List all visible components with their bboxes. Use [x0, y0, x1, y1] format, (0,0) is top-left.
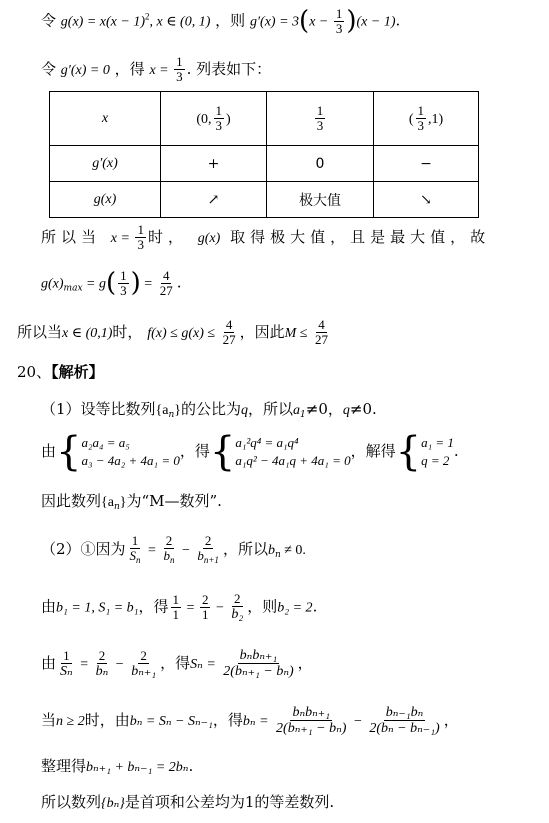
fraction: $\frac{1}{3}$	[120, 267, 127, 299]
section-heading	[17, 363, 104, 381]
math: , x ∈ (0, 1)	[149, 14, 211, 30]
text: 整理得	[41, 757, 87, 775]
fraction: $\frac{1}{S_n}$	[129, 533, 141, 566]
text: 时，	[147, 227, 188, 246]
text: .	[176, 273, 182, 292]
paren: (	[299, 6, 310, 36]
math: =	[140, 276, 156, 292]
table-cell: g′(x)	[50, 146, 161, 182]
text: ，解得	[350, 442, 396, 460]
text: ，则	[215, 11, 246, 30]
math: 1	[300, 410, 306, 420]
equation-system: a₁ = 1 q = 2	[421, 435, 454, 468]
text: 由	[41, 597, 57, 616]
fraction: $\frac{\text{bₙbₙ₊₁}}{\text{2(bₙ₊₁ − bₙ)}}$	[223, 648, 294, 680]
paragraph-3	[41, 492, 222, 513]
table-row	[50, 146, 479, 182]
text: 所以当	[41, 227, 102, 246]
text: 时，	[112, 322, 143, 341]
brace: {	[395, 429, 422, 475]
variation-table	[49, 91, 479, 218]
brace: {	[209, 429, 236, 475]
table-cell: g(x)	[50, 182, 161, 218]
math: {a	[101, 495, 114, 510]
text: .	[453, 442, 459, 460]
text: ，得	[212, 710, 243, 729]
math: = g	[82, 276, 106, 292]
equation-system: a₁²q⁴ = a₁q⁴ a₁q² − 4a₁q + 4a₁ = 0	[235, 435, 351, 468]
text: ，得	[160, 653, 191, 672]
text: .	[395, 11, 401, 30]
fraction: $\frac{2}{\text{b₂}}$	[231, 591, 244, 623]
fraction: $\frac{2}{\text{bₙ₊₁}}$	[131, 647, 157, 679]
paragraph-6	[41, 648, 313, 680]
fraction: $\frac{4}{27}$	[222, 317, 236, 348]
math: −	[212, 600, 228, 616]
math: x =	[110, 230, 134, 246]
table-cell: 0	[267, 146, 374, 182]
math: Sₙ =	[190, 656, 220, 672]
table-cell: x	[50, 92, 161, 146]
math: =	[144, 543, 160, 559]
equation-system: a₂a₄ = a₅ a₃ − 4a₂ + 4a₁ = 0	[81, 435, 180, 468]
fraction: $\frac{1}{1}$	[172, 591, 180, 622]
text: ，所以	[222, 540, 268, 559]
paragraph-2	[41, 429, 459, 475]
math: b	[267, 543, 275, 559]
text: 由	[41, 442, 57, 460]
math: −	[112, 656, 128, 672]
math: g′(x) = 3	[249, 14, 300, 30]
fraction: $\frac{4}{27}$	[159, 267, 173, 299]
text: ，	[297, 653, 313, 672]
math: ≠ 0.	[280, 543, 306, 559]
math: 2	[144, 11, 150, 22]
math: g(x)	[41, 276, 64, 292]
text: ，得	[138, 597, 169, 616]
math: x −	[309, 14, 332, 30]
math: n	[168, 410, 175, 420]
fraction: $\frac{1}{3}$	[137, 222, 144, 253]
math: −	[178, 543, 194, 559]
fraction: $\frac{1}{3}$	[176, 54, 183, 85]
fraction: $\frac{2}{b_{n+1}}$	[197, 533, 219, 566]
text: ，得	[114, 59, 145, 78]
text: .	[188, 757, 194, 775]
math: (x − 1)	[356, 14, 396, 30]
text: ≠0.	[349, 400, 377, 418]
text: 所以数列	[41, 793, 102, 811]
paren: )	[130, 268, 141, 298]
paragraph-7	[41, 705, 459, 737]
table-cell: ↗	[161, 182, 267, 218]
math: n	[113, 502, 120, 512]
text: 因此数列	[41, 492, 102, 510]
text: 当	[41, 710, 57, 729]
table-cell: (0, $\frac{1}{3}$ )	[161, 92, 267, 146]
text: 由	[41, 653, 57, 672]
fraction: $\frac{\text{bₙbₙ₊₁}}{\text{2(bₙ₊₁ − bₙ)}}$	[276, 705, 347, 737]
math: }	[119, 495, 127, 510]
math: M ≤	[284, 325, 311, 341]
table-cell: ↘	[374, 182, 479, 218]
text: ，所以	[248, 400, 294, 418]
line-3	[41, 223, 490, 253]
brace: {	[56, 429, 82, 475]
math: q	[241, 403, 249, 418]
table-row	[50, 92, 479, 146]
text: ，因此	[239, 322, 285, 341]
math: x ∈ (0,1)	[62, 325, 113, 341]
text: 取得极大值，且是最大值，故	[230, 227, 491, 246]
math: f(x) ≤ g(x) ≤	[147, 325, 219, 341]
line-1	[41, 6, 400, 37]
text: . 列表如下：	[186, 59, 272, 78]
table-cell: 极大值	[267, 182, 374, 218]
math: max	[63, 283, 83, 294]
math: bₙ = Sₙ − Sₙ₋₁	[129, 713, 213, 729]
text: 是首项和公差均为1的等差数列.	[124, 793, 335, 811]
math: =	[183, 600, 198, 616]
text: ，	[443, 710, 459, 729]
math: n ≥ 2	[56, 713, 85, 729]
table-cell: +	[161, 146, 267, 182]
line-5	[17, 318, 332, 348]
fraction: $\frac{2}{b_n}$	[163, 533, 175, 566]
math: g′(x) = 0	[60, 62, 110, 78]
text: .	[312, 597, 318, 616]
math: b₁ = 1, S₁ = b₁	[56, 600, 139, 616]
fraction: $\frac{2}{1}$	[201, 591, 209, 622]
math: bₙ₊₁ + bₙ₋₁ = 2bₙ	[86, 760, 189, 775]
text: （1）设等比数列	[41, 400, 156, 418]
paragraph-1	[41, 400, 377, 421]
math: }	[174, 403, 182, 418]
line-2	[41, 55, 271, 85]
text: （2）①因为	[41, 540, 126, 559]
table-row	[50, 182, 479, 218]
section-title: 【解析】	[51, 363, 104, 381]
paren: )	[346, 6, 357, 36]
fraction: $\frac{1}{3}$	[335, 5, 343, 37]
math: {a	[155, 403, 169, 418]
text: 为“M—数列”.	[126, 492, 222, 510]
text: 时，由	[84, 710, 130, 729]
text: 令	[41, 59, 57, 78]
table-cell: −	[374, 146, 479, 182]
paragraph-8	[41, 757, 193, 777]
fraction: $\frac{4}{27}$	[314, 317, 328, 348]
math: x =	[149, 62, 173, 78]
math: =	[76, 656, 92, 672]
text: 令	[41, 11, 57, 30]
math: −	[350, 713, 366, 729]
line-4	[41, 268, 181, 299]
paragraph-5	[41, 592, 317, 623]
paren: (	[105, 268, 117, 298]
math: a	[293, 403, 301, 418]
text: 的公比为	[181, 400, 242, 418]
math: {bₙ}	[101, 796, 125, 811]
paragraph-4: （2）①因为 $\frac{1}{S_n}$ = $\frac{2}{b_n}$ − $\frac{2}{b_{n+1}}$ ，所以$b_n \ne 0$.	[41, 533, 306, 566]
fraction: $\frac{\text{bₙ₋₁bₙ}}{\text{2(bₙ − bₙ₋₁)}}$	[369, 705, 440, 737]
math: b₂ = 2	[277, 600, 313, 616]
text: 所以当	[17, 322, 63, 341]
section-number: 20、	[17, 363, 52, 381]
math: g(x)	[197, 230, 221, 246]
fraction: $\frac{1}{\text{Sₙ}}$	[60, 647, 73, 679]
text: ≠0，	[305, 400, 343, 418]
text: ，得	[179, 442, 210, 460]
fraction: $\frac{2}{\text{bₙ}}$	[95, 647, 109, 679]
math: q	[342, 403, 350, 418]
math: bₙ =	[242, 713, 273, 729]
table-cell: ( $\frac{1}{3}$ ,1)	[374, 92, 479, 146]
table-cell: $\frac{1}{3}$	[267, 92, 374, 146]
paragraph-9	[41, 793, 334, 813]
math: g(x) = x(x − 1)	[60, 14, 145, 30]
text: ，则	[247, 597, 278, 616]
